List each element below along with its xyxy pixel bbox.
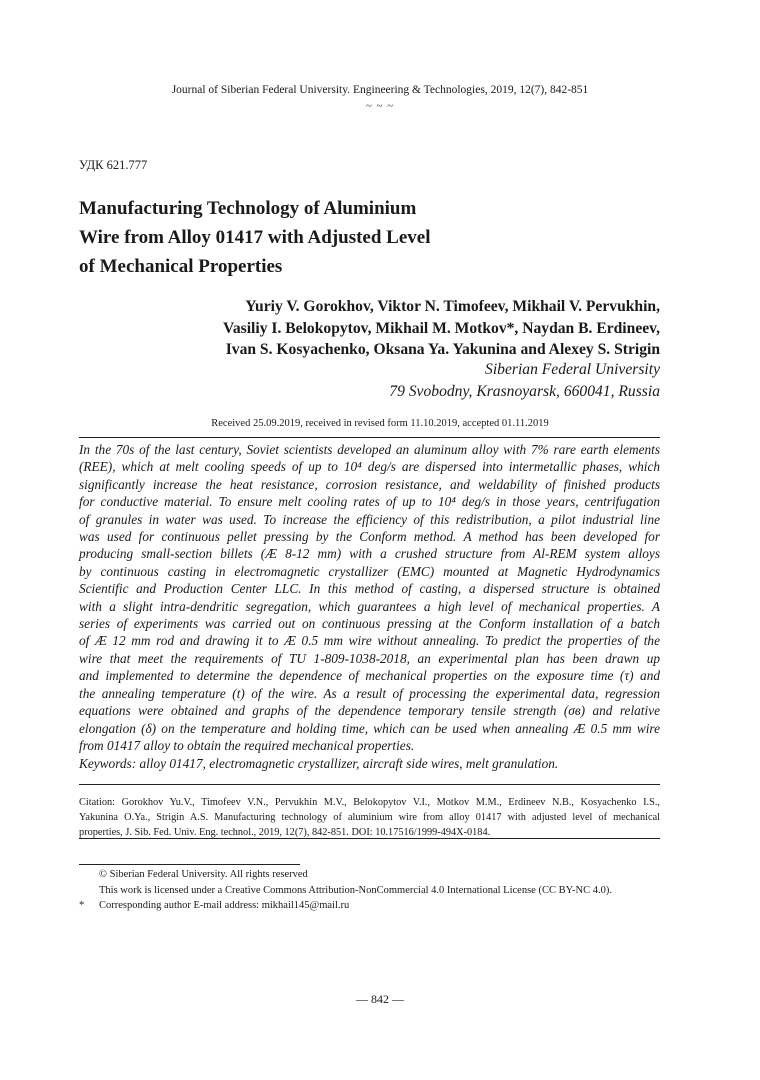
- authors-line: Vasiliy I. Belokopytov, Mikhail M. Motkov*, Naydan B. Erdineev,: [223, 319, 660, 337]
- copyright-note: © Siberian Federal University. All rights reserved: [99, 869, 308, 880]
- abstract-line: significantly increase the heat resistance, corrosion resistance, and weldability of finished products: [79, 476, 660, 492]
- asterisk-mark: *: [79, 900, 85, 911]
- abstract-line: with a slight intra-dendritic segregation, which guarantees a high level of mechanical properties. A: [79, 598, 660, 614]
- article-title: [79, 194, 639, 281]
- abstract-line: the annealing temperature (t) of the wire. As a result of processing the experimental data, regression: [79, 685, 660, 701]
- affiliation: [389, 359, 660, 402]
- abstract-line: equations were obtained and graphs of the dependence temporary tensile strength (σв) and relative: [79, 703, 660, 719]
- abstract: [79, 441, 660, 754]
- citation-bottom-rule: [79, 838, 660, 839]
- journal-header: Journal of Siberian Federal University. Engineering & Technologies, 2019, 12(7), 842-851: [171, 84, 589, 96]
- affiliation-line: Siberian Federal University: [485, 361, 660, 378]
- license-note: This work is licensed under a Creative Commons Attribution-NonCommercial 4.0 International License (CC BY-NC 4.0).: [99, 884, 612, 896]
- citation-line: properties, J. Sib. Fed. Univ. Eng. technol., 2019, 12(7), 842-851. DOI: 10.17516/1999-494X-0184.: [79, 827, 491, 838]
- corresponding-author-email: Corresponding author E-mail address: mikhail145@mail.ru: [99, 900, 350, 911]
- page-number: — 842 —: [356, 992, 404, 1006]
- citation-line: Citation: Gorokhov Yu.V., Timofeev V.N., Pervukhin M.V., Belokopytov V.I., Motkov M.M., Erdineev N.B., Kosyachenko I.S.,: [79, 797, 660, 808]
- citation-line: Yakunina O.Ya., Strigin A.S. Manufacturing technology of aluminium wire from alloy 01417 with adjusted level of mechanical: [79, 812, 660, 823]
- citation: [79, 795, 660, 840]
- abstract-line: from 01417 alloy to obtain the required mechanical properties.: [79, 737, 415, 753]
- abstract-line: elongation (δ) on the temperature and holding time, which can be used when annealing Æ 0.5 mm wire: [79, 720, 660, 736]
- abstract-line: and implemented to determine the dependence of mechanical properties on the exposure time (τ) and: [79, 668, 660, 684]
- affiliation-line: 79 Svobodny, Krasnoyarsk, 660041, Russia: [389, 382, 660, 400]
- abstract-line: series of experiments was carried out on continuous pressing at the Conform installation of a batch: [79, 616, 660, 632]
- abstract-line: of granules in water was used. To increase the efficiency of this redistribution, a pilot industrial line: [79, 511, 660, 527]
- abstract-line: for conductive material. To ensure melt cooling rates of up to 10⁴ deg/s in those years, centrifugation: [79, 494, 660, 510]
- udk-code: УДК 621.777: [79, 158, 148, 172]
- corresponding-note: [79, 898, 612, 914]
- title-line: of Mechanical Properties: [79, 256, 283, 277]
- authors-line: Ivan S. Kosyachenko, Oksana Ya. Yakunina and Alexey S. Strigin: [225, 341, 660, 358]
- abstract-top-rule: [79, 437, 660, 438]
- abstract-line: In the 70s of the last century, Soviet scientists developed an aluminum alloy with 7% rare earth elements: [79, 442, 660, 457]
- footnote-rule: [79, 864, 300, 865]
- abstract-line: by continuous casting in electromagnetic crystallizer (EMC) mounted at Magnetic Hydrodynamics: [79, 563, 660, 579]
- abstract-line: (REE), which at melt cooling speeds of up to 10⁴ deg/s are dispersed into intermetallic phases, which: [79, 459, 660, 475]
- title-line: Manufacturing Technology of Aluminium: [79, 198, 417, 219]
- footnotes: [79, 867, 612, 914]
- abstract-line: was used for continuous pellet pressing by the Conform method. A method has been developed for: [79, 529, 660, 545]
- abstract-line: wire that meet the requirements of TU 1-809-1038-2018, an experimental plan has been drawn up: [79, 650, 660, 666]
- received-dates: Received 25.09.2019, received in revised form 11.10.2019, accepted 01.11.2019: [211, 418, 549, 429]
- citation-top-rule: [79, 784, 660, 785]
- header-ornament: ~ ~ ~: [365, 100, 395, 112]
- abstract-line: producing small-section billets (Æ 8-12 mm) with a crushed structure from Al-REM system alloys: [79, 546, 660, 562]
- abstract-line: of Æ 12 mm rod and drawing it to Æ 0.5 mm wire without annealing. To predict the properties of the: [79, 633, 660, 649]
- keywords: Keywords: alloy 01417, electromagnetic crystallizer, aircraft side wires, melt granulation.: [79, 756, 559, 771]
- authors-line: Yuriy V. Gorokhov, Viktor N. Timofeev, Mikhail V. Pervukhin,: [245, 298, 660, 315]
- author-list: [223, 296, 660, 361]
- abstract-line: Scientific and Production Center LLC. In this method of casting, a dispersed structure is obtained: [79, 581, 660, 597]
- title-line: Wire from Alloy 01417 with Adjusted Level: [79, 227, 431, 248]
